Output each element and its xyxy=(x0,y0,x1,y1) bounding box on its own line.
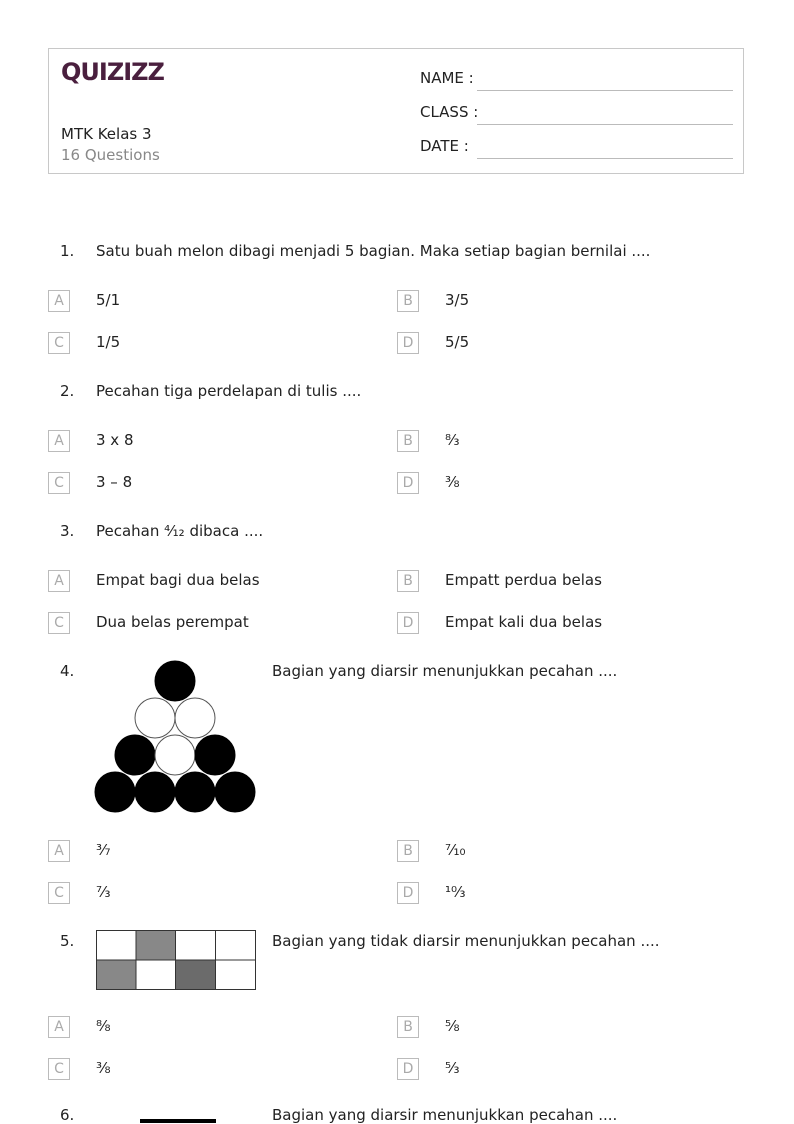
q1-option-a[interactable]: 5/1 xyxy=(96,291,121,309)
q2-option-d[interactable]: ⅜ xyxy=(445,473,460,491)
q5-option-a[interactable]: ⁸⁄₈ xyxy=(96,1017,111,1035)
option-letter-d[interactable]: D xyxy=(397,332,419,354)
option-letter-a[interactable]: A xyxy=(48,840,70,862)
q3-option-a[interactable]: Empat bagi dua belas xyxy=(96,571,260,589)
question-6-figure-edge xyxy=(140,1118,216,1123)
grid-cell xyxy=(136,960,176,990)
option-letter-d[interactable]: D xyxy=(397,612,419,634)
question-2-text: Pecahan tiga perdelapan di tulis .... xyxy=(96,382,362,400)
option-letter-a[interactable]: A xyxy=(48,570,70,592)
option-letter-d[interactable]: D xyxy=(397,472,419,494)
question-5-number: 5. xyxy=(60,932,75,950)
figure-top-edge xyxy=(140,1119,216,1123)
q4-option-d[interactable]: ¹⁰⁄₃ xyxy=(445,883,466,901)
question-1-text: Satu buah melon dibagi menjadi 5 bagian. Maka setiap bagian bernilai .... xyxy=(96,242,651,260)
q4-option-b[interactable]: ⁷⁄₁₀ xyxy=(445,841,466,859)
question-count: 16 Questions xyxy=(61,146,160,164)
option-letter-a[interactable]: A xyxy=(48,290,70,312)
circle-unshaded xyxy=(175,698,215,738)
option-letter-c[interactable]: C xyxy=(48,332,70,354)
option-letter-b[interactable]: B xyxy=(397,290,419,312)
option-letter-c[interactable]: C xyxy=(48,882,70,904)
option-letter-b[interactable]: B xyxy=(397,570,419,592)
q4-option-a[interactable]: ³⁄₇ xyxy=(96,841,111,859)
q3-option-c[interactable]: Dua belas perempat xyxy=(96,613,249,631)
q1-option-c[interactable]: 1/5 xyxy=(96,333,121,351)
question-2-number: 2. xyxy=(60,382,75,400)
worksheet-title: MTK Kelas 3 xyxy=(61,125,152,143)
grid-figure xyxy=(96,930,256,990)
option-letter-d[interactable]: D xyxy=(397,882,419,904)
option-letter-a[interactable]: A xyxy=(48,1016,70,1038)
q2-option-a[interactable]: 3 x 8 xyxy=(96,431,134,449)
worksheet-header xyxy=(48,48,744,174)
q1-option-d[interactable]: 5/5 xyxy=(445,333,470,351)
question-3-number: 3. xyxy=(60,522,75,540)
question-4-number: 4. xyxy=(60,662,75,680)
name-line[interactable] xyxy=(477,90,733,91)
question-6-text: Bagian yang diarsir menunjukkan pecahan .... xyxy=(272,1106,618,1124)
question-4-text: Bagian yang diarsir menunjukkan pecahan .... xyxy=(272,662,618,680)
quizizz-logo: QUIZIZZ xyxy=(61,58,164,86)
option-letter-c[interactable]: C xyxy=(48,612,70,634)
date-field[interactable] xyxy=(420,135,733,159)
class-field[interactable] xyxy=(420,101,733,125)
q3-option-b[interactable]: Empatt perdua belas xyxy=(445,571,602,589)
name-field[interactable] xyxy=(420,67,733,91)
grid-cell-shaded xyxy=(97,960,137,990)
option-letter-d[interactable]: D xyxy=(397,1058,419,1080)
grid-cell xyxy=(216,931,256,961)
q5-option-b[interactable]: ⅝ xyxy=(445,1017,460,1035)
q5-option-d[interactable]: ⁵⁄₃ xyxy=(445,1059,460,1077)
circle-unshaded xyxy=(155,735,195,775)
circle-shaded xyxy=(155,661,195,701)
class-line[interactable] xyxy=(477,124,733,125)
question-1-number: 1. xyxy=(60,242,75,260)
grid-cell xyxy=(216,960,256,990)
option-letter-c[interactable]: C xyxy=(48,472,70,494)
date-label: DATE : xyxy=(420,137,469,155)
circle-shaded xyxy=(95,772,135,812)
question-5-text: Bagian yang tidak diarsir menunjukkan pecahan .... xyxy=(272,932,660,950)
date-line[interactable] xyxy=(477,158,733,159)
class-label: CLASS : xyxy=(420,103,479,121)
circle-shaded xyxy=(215,772,255,812)
circles-triangle-figure xyxy=(95,659,257,815)
grid-cell xyxy=(176,931,216,961)
q4-option-c[interactable]: ⁷⁄₃ xyxy=(96,883,111,901)
grid-cell xyxy=(97,931,137,961)
name-label: NAME : xyxy=(420,69,474,87)
q5-option-c[interactable]: ⅜ xyxy=(96,1059,111,1077)
q1-option-b[interactable]: 3/5 xyxy=(445,291,470,309)
grid-cell-shaded xyxy=(176,960,216,990)
option-letter-b[interactable]: B xyxy=(397,430,419,452)
q2-option-b[interactable]: ⁸⁄₃ xyxy=(445,431,460,449)
q3-option-d[interactable]: Empat kali dua belas xyxy=(445,613,603,631)
option-letter-b[interactable]: B xyxy=(397,1016,419,1038)
grid-cell-shaded xyxy=(136,931,176,961)
circle-shaded xyxy=(175,772,215,812)
q2-option-c[interactable]: 3 – 8 xyxy=(96,473,133,491)
option-letter-a[interactable]: A xyxy=(48,430,70,452)
question-3-text: Pecahan ⁴⁄₁₂ dibaca .... xyxy=(96,522,264,540)
circle-unshaded xyxy=(135,698,175,738)
circle-shaded xyxy=(195,735,235,775)
circle-shaded xyxy=(115,735,155,775)
question-6-number: 6. xyxy=(60,1106,75,1124)
option-letter-b[interactable]: B xyxy=(397,840,419,862)
circle-shaded xyxy=(135,772,175,812)
option-letter-c[interactable]: C xyxy=(48,1058,70,1080)
